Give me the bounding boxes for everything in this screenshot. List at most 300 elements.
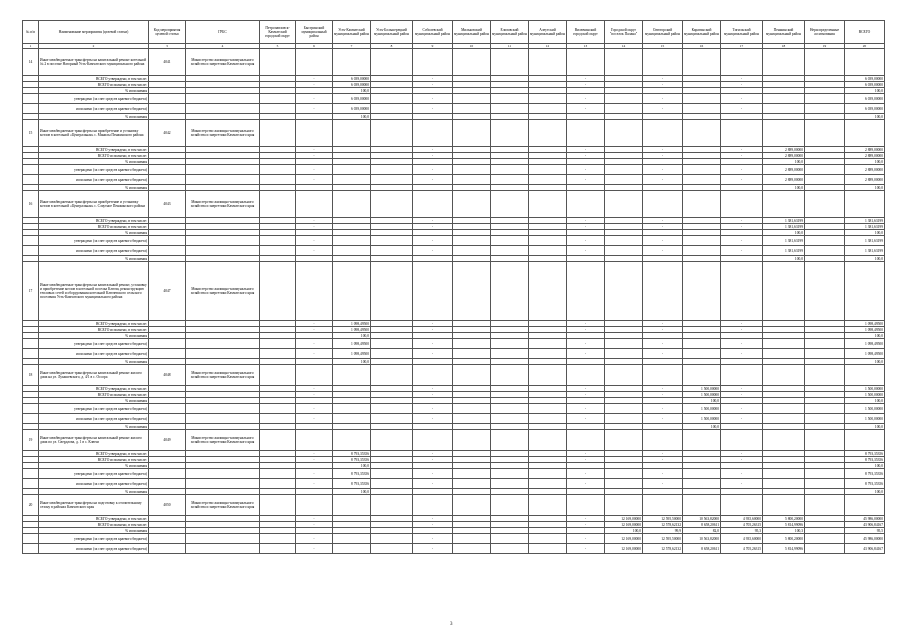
empty-cell [845,49,885,76]
empty-cell [643,120,683,147]
empty-cell [333,404,371,414]
value-cell: 6 039,00000 [333,94,371,104]
empty-cell [149,544,186,554]
dash-cell: - [296,479,333,489]
dash-cell: - [567,522,605,528]
value-cell: 12 169,00000 [605,522,643,528]
empty-cell [453,262,491,321]
dash-cell: - [413,451,453,457]
value-cell: 100,0 [845,185,885,191]
dash-cell: - [721,224,763,230]
column-header: Усть-Камчатский муниципальный район [333,21,371,44]
value-cell: 1 098,49500 [333,349,371,359]
empty-cell [186,414,260,424]
empty-cell [529,120,567,147]
dash-cell: - [721,414,763,424]
column-number: 6 [296,44,333,49]
empty-cell [805,365,845,386]
row-label: ВСЕГО утверждено, в том числе: [39,321,149,327]
grbs-name: Министерство жилищно-коммунального хозяйства и энергетики Камчатского края [186,495,260,516]
empty-cell [567,430,605,451]
row-label: утверждено (за счет средств краевого бюджета) [39,404,149,414]
row-label: исполнено (за счет средств краевого бюджета) [39,104,149,114]
value-cell: 8 658,20611 [683,522,721,528]
empty-cell [605,479,643,489]
row-label: ВСЕГО утверждено, в том числе: [39,386,149,392]
column-number: 17 [721,44,763,49]
dash-cell: - [721,451,763,457]
empty-cell [529,49,567,76]
empty-cell [453,120,491,147]
value-cell: 100,0 [333,333,371,339]
measure-name: Иные межбюджетные трансферты на приобретение и установку котлов в котельной «Центральная» с. Манилы Пенжинского района [39,120,149,147]
value-cell: 8 793,35356 [845,469,885,479]
empty-cell [23,175,39,185]
empty-cell [763,191,805,218]
measure-code: 4043 [149,191,186,218]
empty-cell [23,479,39,489]
dash-cell: - [296,404,333,414]
value-cell: 2 889,00000 [845,147,885,153]
empty-cell [845,365,885,386]
empty-cell [805,94,845,104]
dash-cell: - [567,516,605,522]
empty-cell [683,349,721,359]
empty-cell [529,246,567,256]
dash-cell: - [721,218,763,224]
empty-cell [23,544,39,554]
empty-cell [491,262,529,321]
budget-table [22,20,885,554]
value-cell: 1 500,00000 [845,392,885,398]
row-label: ВСЕГО исполнено, в том числе: [39,457,149,463]
row-number: 14 [23,49,39,76]
column-header: Карагинский муниципальный район [683,21,721,44]
empty-cell [491,534,529,544]
empty-cell [23,165,39,175]
dash-cell: - [296,339,333,349]
empty-cell [149,479,186,489]
dash-cell: - [643,349,683,359]
dash-cell: - [721,246,763,256]
row-label: ВСЕГО исполнено, в том числе: [39,224,149,230]
value-cell: 100,0 [845,333,885,339]
value-cell: 1 381,63199 [763,224,805,230]
dash-cell: - [567,392,605,398]
column-number: 9 [413,44,453,49]
column-number: 10 [453,44,491,49]
empty-cell [149,414,186,424]
empty-cell [371,165,413,175]
row-label: исполнено (за счет средств краевого бюджета) [39,349,149,359]
empty-cell [605,469,643,479]
column-number: 2 [39,44,149,49]
empty-cell [805,175,845,185]
measure-code: 4050 [149,495,186,516]
empty-cell [721,262,763,321]
row-label: исполнено (за счет средств краевого бюджета) [39,175,149,185]
value-cell: 100,0 [763,230,805,236]
dash-cell: - [567,451,605,457]
measure-code: 4047 [149,262,186,321]
dash-cell: - [721,386,763,392]
empty-cell [567,365,605,386]
dash-cell: - [413,153,453,159]
empty-cell [260,469,296,479]
dash-cell: - [643,392,683,398]
dash-cell: - [567,76,605,82]
value-cell: 100,0 [845,256,885,262]
value-cell: 100,0 [763,256,805,262]
empty-cell [413,120,453,147]
empty-cell [683,262,721,321]
value-cell: 12 169,00000 [605,544,643,554]
value-cell: 12 595,50000 [643,516,683,522]
column-number: 14 [605,44,643,49]
empty-cell [529,430,567,451]
value-cell: 1 500,00000 [683,404,721,414]
column-number: 4 [186,44,260,49]
column-header: ГРБС [186,21,260,44]
empty-cell [845,495,885,516]
measure-name: Иные межбюджетные трансферты на капитальный ремонт жилого дома по ул. Свердлова, д. 1 в с. Ключи [39,430,149,451]
dash-cell: - [643,386,683,392]
empty-cell [149,94,186,104]
empty-cell [453,479,491,489]
empty-cell [721,49,763,76]
dash-cell: - [296,544,333,554]
value-cell: 1 381,63199 [763,246,805,256]
dash-cell: - [721,82,763,88]
dash-cell: - [296,82,333,88]
dash-cell: - [413,165,453,175]
empty-cell [805,479,845,489]
empty-cell [721,495,763,516]
dash-cell: - [643,327,683,333]
dash-cell: - [413,457,453,463]
value-cell: 2 889,00000 [763,175,805,185]
empty-cell [683,430,721,451]
empty-cell [23,469,39,479]
empty-cell [453,365,491,386]
empty-cell [333,120,371,147]
empty-cell [491,120,529,147]
empty-cell [529,404,567,414]
value-cell: 8 793,35356 [333,469,371,479]
row-label: % исполнения [39,528,149,534]
dash-cell: - [643,224,683,230]
empty-cell [491,479,529,489]
value-cell: 1 098,49500 [333,321,371,327]
empty-cell [23,404,39,414]
column-header: Наименование мероприятия (целевой статьи) [39,21,149,44]
row-label: исполнено (за счет средств краевого бюджета) [39,479,149,489]
value-cell: 100,0 [683,398,721,404]
empty-cell [529,236,567,246]
empty-cell [453,104,491,114]
column-header: Петропавловск-Камчатский городской округ [260,21,296,44]
dash-cell: - [567,153,605,159]
dash-cell: - [413,544,453,554]
dash-cell: - [643,218,683,224]
dash-cell: - [567,321,605,327]
empty-cell [529,349,567,359]
empty-cell [23,534,39,544]
dash-cell: - [567,224,605,230]
dash-cell: - [721,76,763,82]
dash-cell: - [721,94,763,104]
dash-cell: - [643,165,683,175]
empty-cell [260,479,296,489]
empty-cell [605,104,643,114]
empty-cell [260,262,296,321]
value-row [23,165,885,175]
empty-cell [491,365,529,386]
dash-cell: - [296,218,333,224]
empty-cell [260,339,296,349]
empty-cell [333,236,371,246]
empty-cell [845,120,885,147]
value-cell: 1 500,00000 [683,392,721,398]
empty-cell [605,414,643,424]
empty-cell [149,104,186,114]
value-cell: 1 098,49500 [845,327,885,333]
empty-cell [260,495,296,516]
empty-cell [453,246,491,256]
empty-cell [805,191,845,218]
value-row [23,236,885,246]
dash-cell: - [296,469,333,479]
column-number: 15 [643,44,683,49]
empty-cell [186,479,260,489]
empty-cell [413,495,453,516]
empty-cell [605,94,643,104]
dash-cell: - [296,451,333,457]
empty-cell [529,414,567,424]
dash-cell: - [296,349,333,359]
empty-cell [333,165,371,175]
empty-cell [186,544,260,554]
dash-cell: - [643,76,683,82]
empty-cell [260,534,296,544]
grbs-name: Министерство жилищно-коммунального хозяйства и энергетики Камчатского края [186,49,260,76]
value-cell: 5 800,20000 [763,516,805,522]
empty-cell [453,544,491,554]
dash-cell: - [643,147,683,153]
value-cell: 45 986,00000 [845,534,885,544]
empty-cell [186,236,260,246]
dash-cell: - [296,236,333,246]
empty-cell [721,365,763,386]
dash-cell: - [413,327,453,333]
row-label: ВСЕГО утверждено, в том числе: [39,76,149,82]
empty-cell [683,495,721,516]
value-cell: 12 169,00000 [605,534,643,544]
dash-cell: - [413,522,453,528]
dash-cell: - [296,246,333,256]
dash-cell: - [296,165,333,175]
empty-cell [529,534,567,544]
dash-cell: - [721,349,763,359]
row-label: ВСЕГО утверждено, в том числе: [39,147,149,153]
empty-cell [529,175,567,185]
empty-cell [23,104,39,114]
value-cell: 6 039,00000 [845,94,885,104]
column-number: 5 [260,44,296,49]
value-cell: 100,3 [763,528,805,534]
header-row [23,21,885,44]
empty-cell [529,165,567,175]
row-label: % исполнения [39,114,149,120]
empty-cell [371,262,413,321]
empty-cell [805,104,845,114]
empty-cell [260,165,296,175]
dash-cell: - [413,224,453,230]
empty-cell [413,191,453,218]
row-number: 19 [23,430,39,451]
empty-cell [453,175,491,185]
value-row [23,404,885,414]
row-label: ВСЕГО утверждено, в том числе: [39,516,149,522]
row-number: 15 [23,120,39,147]
column-header: Городской округ "поселок Палана" [605,21,643,44]
empty-cell [805,262,845,321]
value-cell: 100,0 [845,398,885,404]
dash-cell: - [567,469,605,479]
column-number: 1 [23,44,39,49]
value-cell: 8 793,35356 [333,457,371,463]
row-label: утверждено (за счет средств краевого бюджета) [39,339,149,349]
empty-cell [643,262,683,321]
grbs-name: Министерство жилищно-коммунального хозяйства и энергетики Камчатского края [186,191,260,218]
row-label: ВСЕГО утверждено, в том числе: [39,218,149,224]
column-header: Вилючинский городской округ [567,21,605,44]
empty-cell [683,175,721,185]
value-cell: 8 793,35356 [845,451,885,457]
empty-cell [805,236,845,246]
dash-cell: - [413,392,453,398]
empty-cell [529,544,567,554]
value-cell: 6 039,00000 [333,104,371,114]
dash-cell: - [296,94,333,104]
dash-cell: - [643,457,683,463]
empty-cell [333,191,371,218]
empty-cell [529,191,567,218]
empty-cell [763,120,805,147]
dash-cell: - [413,94,453,104]
value-row [23,534,885,544]
empty-cell [805,404,845,414]
empty-cell [605,175,643,185]
value-cell: 2 889,00000 [845,153,885,159]
empty-cell [805,414,845,424]
dash-cell: - [296,175,333,185]
empty-cell [371,469,413,479]
dash-cell: - [413,104,453,114]
empty-cell [260,236,296,246]
row-label: исполнено (за счет средств краевого бюджета) [39,414,149,424]
grbs-name: Министерство жилищно-коммунального хозяйства и энергетики Камчатского края [186,430,260,451]
dash-cell: - [413,516,453,522]
empty-cell [186,246,260,256]
empty-cell [529,94,567,104]
empty-cell [643,430,683,451]
empty-cell [605,246,643,256]
empty-cell [491,104,529,114]
measure-name: Иные межбюджетные трансферты на капитальный ремонт жилого дома на ул. Лукашевского, д. 4/1 в с. Оссора [39,365,149,386]
empty-cell [491,339,529,349]
column-number: 3 [149,44,186,49]
empty-cell [763,94,805,104]
row-label: утверждено (за счет средств краевого бюджета) [39,236,149,246]
row-label: утверждено (за счет средств краевого бюджета) [39,165,149,175]
row-label: % исполнения [39,398,149,404]
row-label: % исполнения [39,359,149,365]
empty-cell [721,120,763,147]
empty-cell [605,49,643,76]
empty-cell [529,479,567,489]
empty-cell [567,191,605,218]
empty-cell [333,495,371,516]
dash-cell: - [721,153,763,159]
row-label: % исполнения [39,185,149,191]
empty-cell [605,430,643,451]
value-cell: 100,0 [845,463,885,469]
empty-cell [296,120,333,147]
empty-cell [296,191,333,218]
value-cell: 100,0 [333,114,371,120]
value-cell: 6 039,00000 [845,76,885,82]
value-cell: 1 381,63199 [845,224,885,230]
empty-cell [643,49,683,76]
empty-cell [260,49,296,76]
value-cell: 4 935,60000 [721,516,763,522]
empty-cell [149,469,186,479]
empty-cell [763,479,805,489]
measure-name: Иные межбюджетные трансферты на подготовку к отопительному сезону в районах Камчатского края [39,495,149,516]
dash-cell: - [413,147,453,153]
empty-cell [453,94,491,104]
value-cell: 8 793,35356 [845,457,885,463]
empty-cell [371,246,413,256]
dash-cell: - [721,479,763,489]
empty-cell [260,349,296,359]
empty-cell [805,49,845,76]
dash-cell: - [567,94,605,104]
dash-cell: - [643,153,683,159]
column-header: Мильковский муниципальный район [453,21,491,44]
grbs-name: Министерство жилищно-коммунального хозяйства и энергетики Камчатского края [186,120,260,147]
dash-cell: - [721,175,763,185]
row-label: утверждено (за счет средств краевого бюджета) [39,534,149,544]
value-cell: 8 793,35356 [845,479,885,489]
empty-cell [605,236,643,246]
dash-cell: - [567,339,605,349]
value-row [23,246,885,256]
value-cell: 100,0 [605,528,643,534]
dash-cell: - [567,386,605,392]
empty-cell [605,165,643,175]
value-cell: 100,0 [683,424,721,430]
empty-cell [683,191,721,218]
dash-cell: - [413,76,453,82]
empty-cell [605,365,643,386]
empty-cell [763,469,805,479]
empty-cell [453,534,491,544]
empty-cell [491,94,529,104]
column-header: Елизовский муниципальный район [491,21,529,44]
empty-cell [260,404,296,414]
